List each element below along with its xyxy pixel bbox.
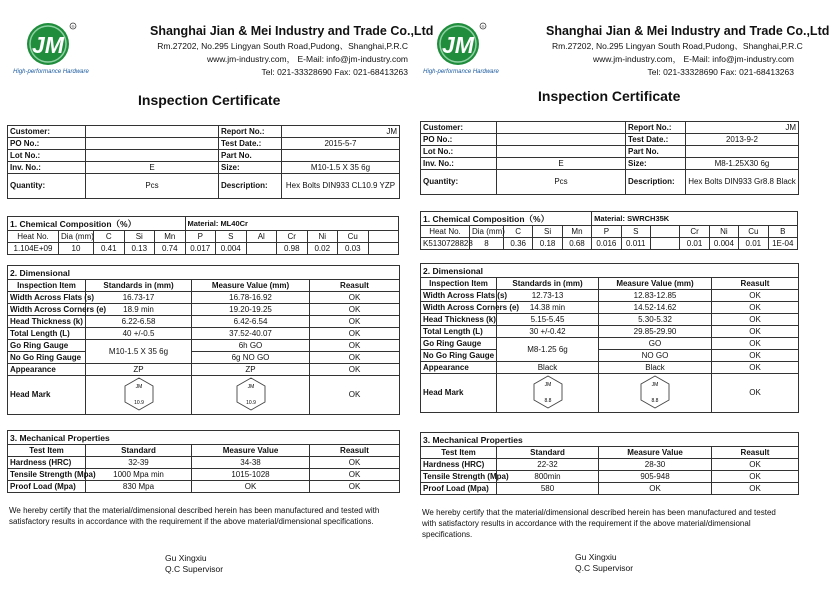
dim-standard: 12.73-13	[497, 290, 599, 302]
chem-headers-cell	[650, 226, 679, 238]
chem-headers-cell	[368, 231, 399, 243]
size-value: M10-1.5 X 35 6g	[282, 162, 400, 174]
chem-headers-cell: Ni	[307, 231, 338, 243]
dim-standard: 30 +/-0.42	[497, 326, 599, 338]
chem-values-cell	[246, 243, 277, 255]
inv-no-label: Inv. No.:	[421, 158, 497, 170]
ring-standard: M10-1.5 X 35 6g	[86, 340, 192, 364]
appearance-measure: ZP	[192, 364, 310, 376]
description-value: Hex Bolts DIN933 Gr8.8 Black	[686, 170, 799, 195]
ring-standard: M8-1.25 6g	[497, 338, 599, 362]
mech-measure: 28-30	[599, 459, 712, 471]
mech-result-header: Reasult	[310, 445, 400, 457]
dim-measure: 19.20-19.25	[192, 304, 310, 316]
nogo-ring-label: No Go Ring Gauge	[421, 350, 497, 362]
material-value: SWRCH35K	[627, 213, 670, 223]
material-cell	[592, 212, 798, 226]
dim-result: OK	[310, 328, 400, 340]
measure-value-header: Measure Value	[192, 445, 310, 457]
head-mark-hexagon	[640, 375, 670, 409]
chem-headers-cell: Dia (mm)	[59, 231, 94, 243]
material-value: ML40Cr	[220, 218, 248, 228]
dimension-row	[421, 326, 799, 338]
appearance-label: Appearance	[421, 362, 497, 374]
dimension-row	[421, 290, 799, 302]
test-date-label: Test Date.:	[219, 138, 282, 150]
standard-header: Standard	[497, 447, 599, 459]
appearance-standard: Black	[497, 362, 599, 374]
head-mark-label: Head Mark	[8, 376, 86, 415]
chem-header-row	[8, 231, 399, 243]
chem-values-cell: 0.03	[338, 243, 369, 255]
chem-values-cell: 0.68	[562, 238, 591, 250]
part-no-label: Part No.	[626, 146, 686, 158]
chem-values-cell: 0.74	[155, 243, 186, 255]
nogo-ring-measure: 6g NO GO	[192, 352, 310, 364]
company-address: Rm.27202, No.295 Lingyan South Road,Pudong、Shanghai,P.R.C	[157, 41, 408, 51]
jm-logo	[423, 18, 499, 80]
nogo-ring-measure: NO GO	[599, 350, 712, 362]
head-mark-top: JM	[544, 381, 551, 388]
mech-standard: 32-39	[86, 457, 192, 469]
standard-header: Standard	[86, 445, 192, 457]
inv-no-label: Inv. No.:	[8, 162, 86, 174]
head-mark-hexagon	[533, 375, 563, 409]
jm-logo	[13, 18, 89, 80]
chem-values-cell: 0.02	[307, 243, 338, 255]
dim-result: OK	[310, 316, 400, 328]
chem-values-cell: 0.004	[216, 243, 247, 255]
appearance-measure: Black	[599, 362, 712, 374]
inspection-certificate-right	[412, 0, 829, 600]
nogo-ring-row	[8, 352, 400, 364]
material-label: Material:	[187, 218, 219, 228]
go-ring-label: Go Ring Gauge	[421, 338, 497, 350]
mech-standard: 22-32	[497, 459, 599, 471]
measure-value-header: Measure Value	[599, 447, 712, 459]
chem-values-cell: 0.004	[709, 238, 738, 250]
go-ring-row	[421, 338, 799, 350]
certificate-title: Inspection Certificate	[138, 92, 281, 108]
dim-measure: 14.52-14.62	[599, 302, 712, 314]
chemical-composition-table	[420, 211, 798, 250]
mechanical-section-title: 3. Mechanical Properties	[421, 433, 799, 447]
nogo-ring-label: No Go Ring Gauge	[8, 352, 86, 364]
chem-values-cell: 0.017	[185, 243, 216, 255]
mech-item: Hardness (HRC)	[421, 459, 497, 471]
head-mark-standard	[86, 376, 192, 415]
chem-values-cell: 0.01	[680, 238, 709, 250]
chem-headers-cell: Dia (mm)	[470, 226, 504, 238]
head-mark-grade: 10.9	[133, 399, 144, 406]
customer-label: Customer:	[8, 126, 86, 138]
company-phone-fax: Tel: 021-33328690 Fax: 021-68413263	[647, 67, 794, 77]
dim-item: Total Length (L)	[8, 328, 86, 340]
material-cell	[185, 217, 399, 231]
chem-values-cell: 1E-04	[768, 238, 797, 250]
chem-values-cell: 0.18	[533, 238, 562, 250]
mech-measure: 34-38	[192, 457, 310, 469]
mech-standard: 800min	[497, 471, 599, 483]
po-no-label: PO No.:	[8, 138, 86, 150]
chem-headers-cell: Heat No.	[421, 226, 470, 238]
report-no-label: Report No.:	[219, 126, 282, 138]
po-no-label: PO No.:	[421, 134, 497, 146]
chem-headers-cell: Cu	[338, 231, 369, 243]
report-no-label: Report No.:	[626, 122, 686, 134]
inv-no-value: E	[497, 158, 626, 170]
dim-header-row	[8, 280, 400, 292]
signer-name: Gu Xingxiu	[575, 552, 617, 562]
company-contact	[150, 40, 408, 79]
dim-item: Width Across Corners (e)	[421, 302, 497, 314]
mechanical-table	[7, 430, 400, 493]
chem-headers-cell: Cu	[739, 226, 768, 238]
chem-values-cell: 8	[470, 238, 504, 250]
company-name: Shanghai Jian & Mei Industry and Trade Co.,Ltd	[546, 24, 829, 38]
signer-role: Q.C Supervisor	[575, 563, 634, 573]
chem-headers-cell: Heat No.	[8, 231, 59, 243]
head-mark-result: OK	[712, 374, 799, 413]
size-value: M8-1.25X30 6g	[686, 158, 799, 170]
po-no-value	[497, 134, 626, 146]
chem-values-cell: K5130728828	[421, 238, 470, 250]
size-label: Size:	[219, 162, 282, 174]
mech-item: Proof Load (Mpa)	[8, 481, 86, 493]
go-ring-label: Go Ring Gauge	[8, 340, 86, 352]
standards-header: Standards in (mm)	[497, 278, 599, 290]
company-phone-fax: Tel: 021-33328690 Fax: 021-68413263	[261, 67, 408, 77]
dim-item: Width Across Corners (e)	[8, 304, 86, 316]
chem-values-cell: 0.36	[504, 238, 533, 250]
customer-label: Customer:	[421, 122, 497, 134]
head-mark-hexagon	[124, 377, 154, 411]
lot-no-label: Lot No.:	[8, 150, 86, 162]
material-label: Material:	[594, 213, 626, 223]
mech-standard: 830 Mpa	[86, 481, 192, 493]
chem-headers-cell: P	[185, 231, 216, 243]
head-mark-measure	[192, 376, 310, 415]
company-logo	[13, 18, 89, 80]
signer-name: Gu Xingxiu	[165, 553, 207, 563]
test-date-value: 2013-9-2	[686, 134, 799, 146]
appearance-result: OK	[310, 364, 400, 376]
chem-headers-cell: Si	[533, 226, 562, 238]
go-ring-row	[8, 340, 400, 352]
mech-result: OK	[310, 481, 400, 493]
mech-result-header: Reasult	[712, 447, 799, 459]
lot-no-value	[86, 150, 219, 162]
appearance-standard: ZP	[86, 364, 192, 376]
chem-values-cell: 0.011	[621, 238, 650, 250]
logo-letters: JM	[32, 32, 64, 58]
chem-values-cell: 1.104E+09	[8, 243, 59, 255]
test-item-header: Test Item	[8, 445, 86, 457]
result-header: Reasult	[310, 280, 400, 292]
chem-values-cell: 0.41	[94, 243, 125, 255]
head-mark-row	[421, 374, 799, 413]
dim-result: OK	[712, 314, 799, 326]
mech-standard: 1000 Mpa min	[86, 469, 192, 481]
head-mark-top: JM	[247, 383, 254, 390]
dimension-row	[421, 314, 799, 326]
dim-item: Total Length (L)	[421, 326, 497, 338]
nogo-ring-result: OK	[712, 350, 799, 362]
result-header: Reasult	[712, 278, 799, 290]
mech-result: OK	[712, 471, 799, 483]
chem-headers-cell: Mn	[155, 231, 186, 243]
chem-headers-cell: Al	[246, 231, 277, 243]
company-name: Shanghai Jian & Mei Industry and Trade Co.,Ltd	[150, 24, 434, 38]
mechanical-section-title: 3. Mechanical Properties	[8, 431, 400, 445]
order-info-table	[7, 125, 400, 199]
company-web-email: www.jm-industry.com， E-Mail: info@jm-industry.com	[206, 54, 408, 64]
mech-header-row	[421, 447, 799, 459]
dim-standard: 14.38 min	[497, 302, 599, 314]
po-no-value	[86, 138, 219, 150]
chem-values-cell: 10	[59, 243, 94, 255]
mech-result: OK	[712, 459, 799, 471]
head-mark-grade: 10.9	[245, 399, 256, 406]
test-date-label: Test Date.:	[626, 134, 686, 146]
report-no-value: JM	[282, 126, 400, 138]
chem-headers-cell: Mn	[562, 226, 591, 238]
mech-measure: 905-948	[599, 471, 712, 483]
dimensional-section-title: 2. Dimensional	[421, 264, 799, 278]
inspection-item-header: Inspection Item	[8, 280, 86, 292]
dim-standard: 18.9 min	[86, 304, 192, 316]
chem-header-row	[421, 226, 798, 238]
logo-letters: JM	[442, 32, 474, 58]
dim-item: Width Across Flats (s)	[8, 292, 86, 304]
chem-headers-cell: S	[621, 226, 650, 238]
dimension-row	[8, 304, 400, 316]
mechanical-row	[8, 469, 400, 481]
appearance-label: Appearance	[8, 364, 86, 376]
head-mark-result: OK	[310, 376, 400, 415]
mechanical-row	[421, 459, 799, 471]
lot-no-value	[497, 146, 626, 158]
go-ring-result: OK	[712, 338, 799, 350]
nogo-ring-result: OK	[310, 352, 400, 364]
quantity-label: Quantity:	[8, 174, 86, 199]
test-item-header: Test Item	[421, 447, 497, 459]
dimension-row	[421, 302, 799, 314]
standards-header: Standards in (mm)	[86, 280, 192, 292]
appearance-row	[8, 364, 400, 376]
logo-tagline: High-performance Hardware	[423, 69, 499, 75]
mech-item: Hardness (HRC)	[8, 457, 86, 469]
registered-mark-icon: ®	[481, 24, 485, 29]
quantity-value: Pcs	[497, 170, 626, 195]
mechanical-table	[420, 432, 799, 495]
dim-measure: 37.52-40.07	[192, 328, 310, 340]
logo-tagline: High-performance Hardware	[13, 69, 89, 75]
head-mark-measure	[599, 374, 712, 413]
registered-mark-icon: ®	[71, 24, 75, 29]
chem-values-cell: 0.98	[277, 243, 308, 255]
mech-measure: OK	[192, 481, 310, 493]
chem-value-row	[421, 238, 798, 250]
dim-standard: 5.15-5.45	[497, 314, 599, 326]
chemical-section-title: 1. Chemical Composition（%）	[8, 217, 186, 231]
dim-item: Head Thickness (k)	[8, 316, 86, 328]
dim-item: Head Thickness (k)	[421, 314, 497, 326]
chem-headers-cell: B	[768, 226, 797, 238]
test-date-value: 2015-5-7	[282, 138, 400, 150]
dimensional-table	[420, 263, 799, 413]
mech-item: Proof Load (Mpa)	[421, 483, 497, 495]
mechanical-row	[421, 471, 799, 483]
head-mark-standard	[497, 374, 599, 413]
mech-result: OK	[310, 457, 400, 469]
measure-header: Measure Value (mm)	[599, 278, 712, 290]
chemical-composition-table	[7, 216, 399, 255]
mechanical-row	[421, 483, 799, 495]
certificate-title: Inspection Certificate	[538, 88, 681, 104]
chem-headers-cell: C	[94, 231, 125, 243]
dim-measure: 16.78-16.92	[192, 292, 310, 304]
mech-measure: 1015-1028	[192, 469, 310, 481]
company-logo	[423, 18, 499, 80]
chem-headers-cell: S	[216, 231, 247, 243]
head-mark-row	[8, 376, 400, 415]
go-ring-measure: 6h GO	[192, 340, 310, 352]
head-mark-top: JM	[651, 381, 659, 388]
dim-item: Width Across Flats (s)	[421, 290, 497, 302]
dimension-row	[8, 316, 400, 328]
mechanical-row	[8, 481, 400, 493]
chem-values-cell	[368, 243, 399, 255]
mech-item: Tensile Strength (Mpa)	[421, 471, 497, 483]
dim-measure: 6.42-6.54	[192, 316, 310, 328]
dim-result: OK	[310, 304, 400, 316]
chem-values-cell	[650, 238, 679, 250]
signature-block	[165, 553, 223, 575]
measure-header: Measure Value (mm)	[192, 280, 310, 292]
dimension-row	[8, 292, 400, 304]
mech-header-row	[8, 445, 400, 457]
dimension-row	[8, 328, 400, 340]
dim-header-row	[421, 278, 799, 290]
go-ring-measure: GO	[599, 338, 712, 350]
quantity-label: Quantity:	[421, 170, 497, 195]
description-label: Description:	[626, 170, 686, 195]
chem-value-row	[8, 243, 399, 255]
lot-no-label: Lot No.:	[421, 146, 497, 158]
head-mark-top: JM	[135, 383, 142, 390]
size-label: Size:	[626, 158, 686, 170]
report-no-value: JM	[686, 122, 799, 134]
mech-standard: 580	[497, 483, 599, 495]
dimensional-section-title: 2. Dimensional	[8, 266, 400, 280]
chem-values-cell: 0.13	[124, 243, 155, 255]
inspection-item-header: Inspection Item	[421, 278, 497, 290]
part-no-label: Part No.	[219, 150, 282, 162]
inv-no-value: E	[86, 162, 219, 174]
company-contact	[552, 40, 803, 79]
description-value: Hex Bolts DIN933 CL10.9 YZP	[282, 174, 400, 199]
certification-statement: We hereby certify that the material/dimensional described herein has been manufactured and tested with satisfactory results in accordance with the requirement if the above material/dimensional specifications.	[422, 508, 776, 539]
description-label: Description:	[219, 174, 282, 199]
head-mark-hexagon	[236, 377, 266, 411]
mech-item: Tensile Strength (Mpa)	[8, 469, 86, 481]
dim-standard: 6.22-6.58	[86, 316, 192, 328]
certification-statement: We hereby certify that the material/dimensional described herein has been manufactured and tested with satisfactory results in accordance with the requirement if the above material/dimensional specifications.	[9, 506, 380, 526]
dim-result: OK	[310, 292, 400, 304]
dim-measure: 29.85-29.90	[599, 326, 712, 338]
dim-result: OK	[712, 302, 799, 314]
order-info-table	[420, 121, 799, 195]
company-address: Rm.27202, No.295 Lingyan South Road,Pudong、Shanghai,P.R.C	[552, 41, 803, 51]
head-mark-label: Head Mark	[421, 374, 497, 413]
mech-result: OK	[712, 483, 799, 495]
go-ring-result: OK	[310, 340, 400, 352]
dim-standard: 40 +/-0.5	[86, 328, 192, 340]
appearance-result: OK	[712, 362, 799, 374]
chem-headers-cell: Ni	[709, 226, 738, 238]
chem-headers-cell: Si	[124, 231, 155, 243]
head-mark-grade: 8.8	[651, 397, 659, 404]
dimensional-table	[7, 265, 400, 415]
chem-headers-cell: Cr	[680, 226, 709, 238]
dim-result: OK	[712, 290, 799, 302]
signer-role: Q.C Supervisor	[165, 564, 224, 574]
signature-block	[575, 552, 633, 574]
chem-headers-cell: C	[504, 226, 533, 238]
chem-headers-cell: Cr	[277, 231, 308, 243]
quantity-value: Pcs	[86, 174, 219, 199]
dim-standard: 16.73-17	[86, 292, 192, 304]
head-mark-grade: 8.8	[544, 397, 551, 404]
company-web-email: www.jm-industry.com， E-Mail: info@jm-industry.com	[592, 54, 794, 64]
chem-values-cell: 0.016	[592, 238, 621, 250]
mechanical-row	[8, 457, 400, 469]
dim-measure: 5.30-5.32	[599, 314, 712, 326]
chemical-section-title: 1. Chemical Composition（%）	[421, 212, 592, 226]
chem-headers-cell: P	[592, 226, 621, 238]
part-no-value	[282, 150, 400, 162]
mech-measure: OK	[599, 483, 712, 495]
nogo-ring-row	[421, 350, 799, 362]
dim-measure: 12.83-12.85	[599, 290, 712, 302]
chem-values-cell: 0.01	[739, 238, 768, 250]
appearance-row	[421, 362, 799, 374]
part-no-value	[686, 146, 799, 158]
mech-result: OK	[310, 469, 400, 481]
dim-result: OK	[712, 326, 799, 338]
